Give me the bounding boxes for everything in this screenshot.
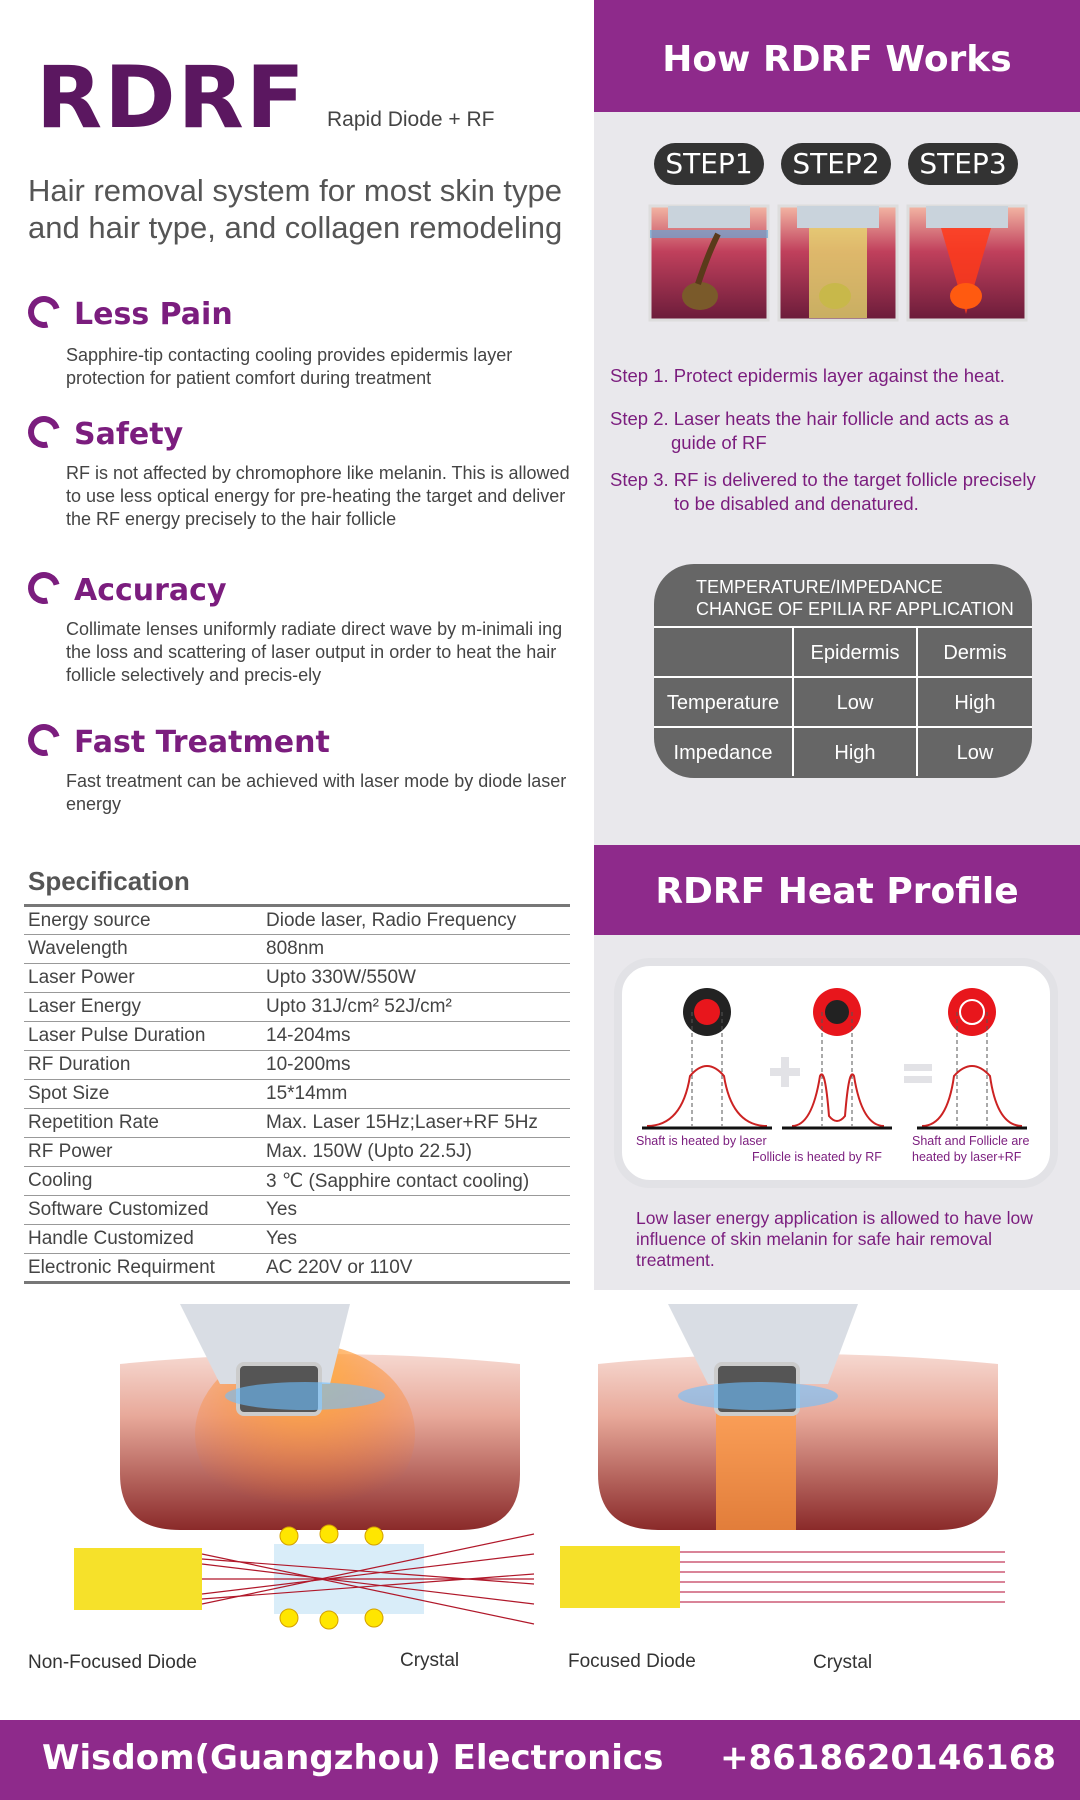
feature-title: Less Pain (74, 297, 233, 332)
table-row: Handle Customized Yes (24, 1225, 570, 1254)
table-row: RF Power Max. 150W (Upto 22.5J) (24, 1138, 570, 1167)
feature-less-pain (28, 296, 576, 390)
table-row: Laser Energy Upto 31J/cm² 52J/cm² (24, 993, 570, 1022)
heat-profile-note: Low laser energy application is allowed to have low influence of skin melanin for safe hair removal treatment. (636, 1208, 1033, 1270)
feature-title: Fast Treatment (74, 725, 330, 760)
non-focused-handpiece-illustration (120, 1304, 520, 1530)
heat-profile-title: RDRF Heat Profile (594, 845, 1080, 935)
label-follicle: Follicle (892, 1030, 927, 1042)
table-cell: Low (792, 676, 916, 726)
feature-title: Accuracy (74, 573, 227, 608)
step1-illustration (650, 206, 768, 320)
headline: Hair removal system for most skin type and hair type, and collagen remodeling (28, 173, 563, 245)
step-pill: STEP1 (654, 143, 764, 185)
table-row: Electronic Requirment AC 220V or 110V (24, 1254, 570, 1283)
impedance-title-line1: TEMPERATURE/IMPEDANCE (696, 577, 943, 597)
caption-follicle-heated: Follicle is heated by RF (752, 1150, 882, 1164)
table-cell: Low (916, 726, 1032, 776)
label-shaft: Shaft (636, 1002, 662, 1014)
spec-table (24, 904, 570, 1284)
table-cell: Epidermis (792, 626, 916, 676)
step2-text: Step 2. Laser heats the hair follicle and acts as a (610, 408, 1010, 429)
how-works-title: How RDRF Works (594, 0, 1080, 112)
caption-crystal: Crystal (813, 1652, 873, 1673)
refresh-icon (22, 410, 66, 454)
feature-body: Fast treatment can be achieved with laser mode by diode laser energy (66, 771, 567, 814)
label-follicle: Follicle (636, 1030, 671, 1042)
table-row: Laser Pulse Duration 14-204ms (24, 1022, 570, 1051)
caption-crystal: Crystal (400, 1650, 460, 1671)
feature-body: Collimate lenses uniformly radiate direct wave by m-inimali ing the loss and scattering of laser output in order to heat the hair follicle selectively and precis-ely (66, 619, 563, 685)
footer-company: Wisdom(Guangzhou) Electronics (42, 1738, 664, 1778)
table-row: Repetition Rate Max. Laser 15Hz;Laser+RF 5Hz (24, 1109, 570, 1138)
step-illustrations (648, 204, 1028, 322)
label-shaft: Shaft (762, 1002, 788, 1014)
table-cell: Dermis (916, 626, 1032, 676)
table-cell (654, 626, 792, 676)
table-row: Spot Size 15*14mm (24, 1080, 570, 1109)
table-cell: Impedance (654, 726, 792, 776)
table-row: RF Duration 10-200ms (24, 1051, 570, 1080)
spec-title: Specification (28, 866, 190, 896)
caption-focused-diode: Focused Diode (568, 1651, 696, 1672)
impedance-table (654, 564, 1032, 778)
feature-title: Safety (74, 417, 184, 452)
feature-accuracy (28, 572, 576, 687)
feature-fast-treatment (28, 724, 576, 816)
brand-logo: RDRF (36, 48, 307, 148)
caption-non-focused-diode: Non-Focused Diode (28, 1652, 197, 1673)
table-row: Wavelength 808nm (24, 935, 570, 964)
footer (0, 1720, 1080, 1800)
table-row: Laser Power Upto 330W/550W (24, 964, 570, 993)
step-pill: STEP2 (781, 143, 891, 185)
table-cell: Temperature (654, 676, 792, 726)
caption-combined-line1: Shaft and Follicle are (912, 1134, 1030, 1148)
feature-body: Sapphire-tip contacting cooling provides epidermis layer protection for patient comfort during treatment (66, 345, 513, 388)
brand-subtitle: Rapid Diode + RF (327, 108, 495, 131)
table-cell: High (792, 726, 916, 776)
table-row: Software Customized Yes (24, 1196, 570, 1225)
step2-text-cont: guide of RF (671, 432, 767, 453)
label-follicle: Follicle (762, 1030, 797, 1042)
non-focused-diode-diagram (74, 1524, 544, 1634)
profile-follicle (782, 988, 892, 1128)
footer-phone: +8618620146168 (720, 1738, 1057, 1778)
focused-handpiece-illustration (598, 1304, 998, 1530)
table-cell: High (916, 676, 1032, 726)
refresh-icon (22, 566, 66, 610)
refresh-icon (22, 718, 66, 762)
equals-icon (904, 1064, 932, 1083)
impedance-title-line2: CHANGE OF EPILIA RF APPLICATION (696, 599, 1014, 619)
label-shaft: Shaft (892, 1002, 918, 1014)
feature-safety (28, 416, 576, 531)
caption-shaft-heated: Shaft is heated by laser (636, 1134, 767, 1148)
feature-body: RF is not affected by chromophore like melanin. This is allowed to use less optical energy for pre-heating the target and deliver the RF energy precisely to the hair follicle (66, 463, 570, 529)
refresh-icon (22, 290, 66, 334)
step1-text: Step 1. Protect epidermis layer against the heat. (610, 365, 1005, 386)
table-row: Energy source Diode laser, Radio Frequency (24, 906, 570, 935)
plus-icon (770, 1057, 800, 1087)
heat-profile-diagram (614, 958, 1058, 1188)
focused-diode-diagram (560, 1530, 1010, 1630)
profile-combined (917, 988, 1027, 1128)
table-row: Cooling 3 ℃ (Sapphire contact cooling) (24, 1167, 570, 1196)
step3-text: Step 3. RF is delivered to the target follicle precisely (610, 469, 1036, 490)
step3-text-cont: to be disabled and denatured. (674, 493, 919, 514)
caption-combined-line2: heated by laser+RF (912, 1150, 1022, 1164)
step2-illustration (779, 206, 897, 320)
step3-illustration (908, 206, 1026, 320)
step-pill: STEP3 (908, 143, 1018, 185)
